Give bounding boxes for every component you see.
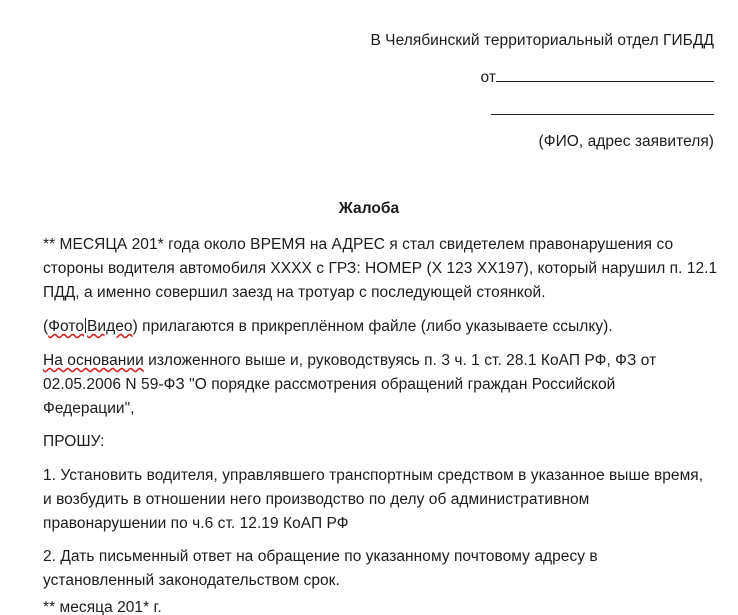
request-heading: ПРОШУ: bbox=[43, 433, 105, 450]
paragraph-2: (Фото Видео) прилагаются в прикреплённом файле (либо указываете ссылку). bbox=[43, 318, 613, 335]
item-1-line-3: правонарушении по ч.6 ст. 12.19 КоАП РФ bbox=[43, 515, 349, 532]
paragraph-1-line-2: стороны водителя автомобиля ХХХХ с ГРЗ: НОМЕР (Х 123 ХХ197), который нарушил п. 12.1 bbox=[43, 260, 718, 277]
item-1-line-1: 1. Установить водителя, управлявшего транспортным средством в указанное выше время, bbox=[43, 467, 704, 484]
paragraph-3-line-1: На основании изложенного выше и, руководствуясь п. 3 ч. 1 ст. 28.1 КоАП РФ, ФЗ от bbox=[43, 352, 657, 369]
item-1-line-2: и возбудить в отношении него производство по делу об административном bbox=[43, 491, 590, 508]
spell-flagged-word: Фото bbox=[48, 318, 85, 335]
from-line bbox=[481, 66, 714, 88]
paragraph-1-line-3: ПДД, а именно совершил заезд на тротуар с последующей стоянкой. bbox=[43, 284, 546, 301]
paragraph-1-line-1: ** МЕСЯЦА 201* года около ВРЕМЯ на АДРЕС я стал свидетелем правонарушения со bbox=[43, 236, 674, 253]
applicant-caption: (ФИО, адрес заявителя) bbox=[538, 133, 714, 150]
item-2-line-2: установленный законодательством срок. bbox=[43, 572, 340, 589]
addressee-line: В Челябинский территориальный отдел ГИБДД bbox=[370, 32, 714, 49]
paragraph-3-line-3: Федерации", bbox=[43, 400, 135, 417]
item-2-line-1: 2. Дать письменный ответ на обращение по указанному почтовому адресу в bbox=[43, 548, 598, 565]
spell-flagged-phrase: На основании bbox=[43, 352, 144, 369]
spell-flagged-word: Видео bbox=[87, 318, 133, 335]
applicant-blank-line bbox=[491, 114, 714, 115]
from-label: от bbox=[480, 69, 496, 86]
from-blank bbox=[496, 66, 714, 82]
document-title: Жалоба bbox=[338, 200, 400, 217]
text-cursor bbox=[85, 318, 86, 333]
paragraph-3-line-2: 02.05.2006 N 59-ФЗ "О порядке рассмотрения обращений граждан Российской bbox=[43, 376, 616, 393]
date-line: ** месяца 201* г. bbox=[43, 599, 162, 615]
